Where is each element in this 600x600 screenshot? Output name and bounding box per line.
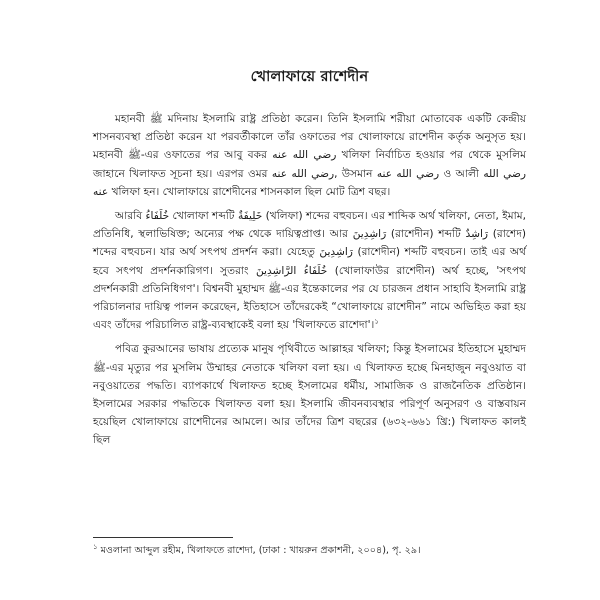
paragraph: মহানবী ﷺ মদিনায় ইসলামি রাষ্ট্র প্রতিষ্ঠা করেন। তিনি ইসলামি শরীয়া মোতাবেক একটি কেন্দ্রীয় শাসনব্যবস্থা প্রতিষ্ঠা করেন যা পরবর্তীকালে তাঁর ওফাতের পর খোলাফায়ে রাশেদীন কর্তৃক অনুসৃত হয়। মহানবী ﷺ-এর ওফাতের পর আবু বকর رضي الله عنه খলিফা নির্বাচিত হওয়ার পর থেকে মুসলিম জাহানে খিলাফত সূচনা হয়। এরপর ওমর رضي الله عنه, উসমান رضي الله عنه ও আলী رضي الله عنه খলিফা হন। খোলাফায়ে রাশেদীনের শাসনকাল ছিল মোট ত্রিশ বছর। <box>93 113 527 198</box>
footnote-reference[interactable]: ১ <box>374 317 379 326</box>
body-text <box>93 110 526 450</box>
paragraph-text: আরবি خُلَفَاءُ খোলাফা শব্দটি خَلِيفَةٌ (খলিফা) শব্দের বহুবচন। এর শাব্দিক অর্থ খলিফা, নেতা, ইমাম, প্রতিনিধি, স্থলাভিষিক্ত; অন্যের পক্ষ থেকে দায়িত্বপ্রাপ্ত। আর رَاشِدِينَ (রাশেদীন) শব্দটি رَاشِدٌ (রাশেদ) শব্দের বহুবচন। যার অর্থ সৎপথ প্রদর্শন করা। যেহেতু رَاشِدِينَ (রাশেদীন) শব্দটি বহুবচন। তাই এর অর্থ হবে সৎপথ প্রদর্শনকারিগণ। সুতরাং خُلَفَاءُ الرَّاشِدِينَ (খোলাফাউর রাশেদীন) অর্থ হচ্ছে, 'সৎপথ প্রদর্শনকারী প্রতিনিধিগণ'। বিশ্বনবী মুহাম্মদ ﷺ-এর ইন্তেকালের পর যে চারজন প্রধান সাহাবি ইসলামি রাষ্ট্র পরিচালনার দায়িত্ব পালন করেছেন, ইতিহাসে তাঁদেরকেই “খোলাফায়ে রাশেদীন” নামে অভিহিত করা হয় এবং তাঁদের পরিচালিত রাষ্ট্র-ব্যবস্থাকেই বলা হয় 'খিলাফতে রাশেদা'। <box>93 210 527 332</box>
footnote-text: মওলানা আব্দুল রহীম, খিলাফতে রাশেদা, (ঢাকা : খায়রুন প্রকাশনী, ২০০৪), পৃ. ২৯। <box>100 545 421 556</box>
footnote-marker: ১ <box>93 542 98 551</box>
footnote-divider <box>93 537 233 538</box>
footnote <box>93 544 526 558</box>
page-title: খোলাফায়ে রাশেদীন <box>250 69 369 85</box>
paragraph <box>93 207 526 334</box>
paragraph: পবিত্র কুরআনের ভাষায় প্রত্যেক মানুষ পৃথিবীতে আল্লাহর খলিফা; কিন্তু ইসলামের ইতিহাসে মুহাম্মদ ﷺ-এর মৃত্যুর পর মুসলিম উম্মাহর নেতাকে খলিফা বলা হয়। এ খিলাফত হচ্ছে মিনহাজুন নবুওয়াত বা নবুওয়াতের পদ্ধতি। ব্যাপকার্থে খিলাফত হচ্ছে ইসলামের ধর্মীয়, সামাজিক ও রাজনৈতিক প্রতিষ্ঠান। ইসলামের সরকার পদ্ধতিকে খিলাফত বলা হয়। ইসলামি জীবনব্যবস্থার পরিপূর্ণ অনুসরণ ও বাস্তবায়ন হয়েছিল খোলাফায়ে রাশেদীনের আমলে। আর তাঁদের ত্রিশ বছরের (৬৩২-৬৬১ খ্রি:) খিলাফত কালই ছিল <box>93 343 526 447</box>
